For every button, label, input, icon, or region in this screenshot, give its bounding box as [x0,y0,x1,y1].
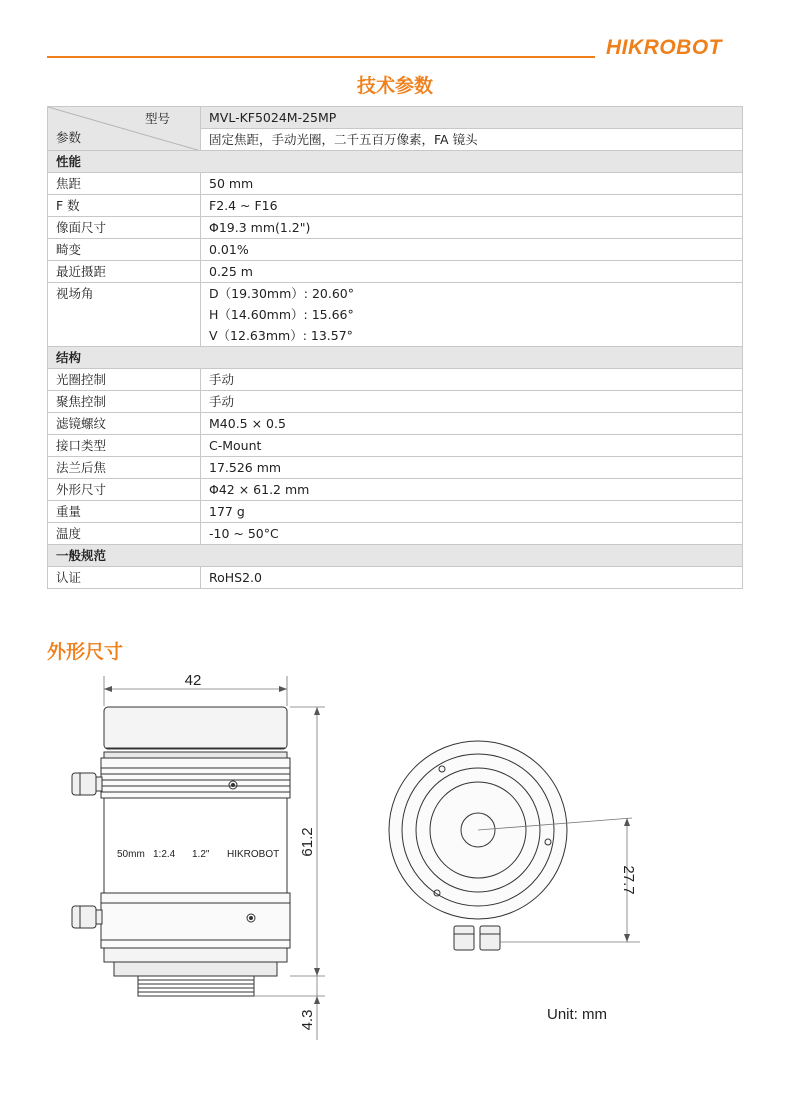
table-row [48,107,743,129]
spec-value: F2.4 ~ F16 [201,195,743,217]
spec-label: 法兰后焦 [48,457,201,479]
table-row [48,435,743,457]
table-row [48,283,743,347]
spec-label: F 数 [48,195,201,217]
flange-dimension: 4.3 [299,1009,316,1031]
fov-values [201,283,743,347]
spec-label: 滤镜螺纹 [48,413,201,435]
spec-label: 畸变 [48,239,201,261]
model-label: 型号 [144,111,170,126]
unit-label: Unit: mm [547,1006,607,1023]
table-row [48,567,743,589]
spec-label: 视场角 [48,283,201,347]
group-title-performance: 性能 [48,151,743,173]
spec-label: 外形尺寸 [48,479,201,501]
group-row [48,347,743,369]
spec-label: 最近摄距 [48,261,201,283]
spec-label: 聚焦控制 [48,391,201,413]
table-row [48,261,743,283]
lens-brand-marking: HIKROBOT [227,849,280,860]
lens-format-marking: 1.2" [192,849,210,860]
table-row [48,239,743,261]
table-row [48,173,743,195]
lens-focal-marking: 50mm [117,849,145,860]
table-row [48,413,743,435]
spec-label: 接口类型 [48,435,201,457]
table-row [48,195,743,217]
width-dimension: 42 [184,672,202,689]
fov-diagonal: D（19.30mm）: 20.60° [209,286,354,301]
table-row [48,457,743,479]
spec-value: 0.25 m [201,261,743,283]
spec-table [47,106,743,589]
spec-section-title: 技术参数 [356,75,433,97]
header-diagonal-cell [48,107,201,151]
group-row [48,151,743,173]
spec-label: 认证 [48,567,201,589]
table-row [48,479,743,501]
fov-horizontal: H（14.60mm）: 15.66° [209,307,354,322]
model-description: 固定焦距，手动光圈，二千五百万像素，FA 镜头 [201,129,743,151]
spec-value: 手动 [201,391,743,413]
table-row [48,391,743,413]
spec-value: C-Mount [201,435,743,457]
lens-aperture-marking: 1:2.4 [153,849,176,860]
table-row [48,501,743,523]
spec-label: 光圈控制 [48,369,201,391]
spec-value: 50 mm [201,173,743,195]
spec-value: 177 g [201,501,743,523]
table-row [48,217,743,239]
spec-value: -10 ~ 50°C [201,523,743,545]
spec-value: Φ42 × 61.2 mm [201,479,743,501]
brand-logo: HIKROBOT [606,36,722,59]
group-title-structure: 结构 [48,347,743,369]
spec-value: M40.5 × 0.5 [201,413,743,435]
dimensions-section-title: 外形尺寸 [47,641,124,663]
spec-label: 重量 [48,501,201,523]
spec-value: Φ19.3 mm(1.2") [201,217,743,239]
table-row [48,369,743,391]
spec-value: 17.526 mm [201,457,743,479]
spec-value: 手动 [201,369,743,391]
lens-front-view [389,741,640,950]
spec-label: 像面尺寸 [48,217,201,239]
front-dimension: 27.7 [620,865,637,895]
group-title-general: 一般规范 [48,545,743,567]
group-row [48,545,743,567]
length-dimension: 61.2 [299,827,316,857]
model-value: MVL-KF5024M-25MP [201,107,743,129]
dimension-drawing [0,660,790,1060]
spec-value: 0.01% [201,239,743,261]
table-row [48,523,743,545]
fov-vertical: V（12.63mm）: 13.57° [209,328,353,343]
param-label: 参数 [56,130,82,145]
header-rule [47,56,595,58]
spec-value: RoHS2.0 [201,567,743,589]
spec-label: 焦距 [48,173,201,195]
spec-label: 温度 [48,523,201,545]
